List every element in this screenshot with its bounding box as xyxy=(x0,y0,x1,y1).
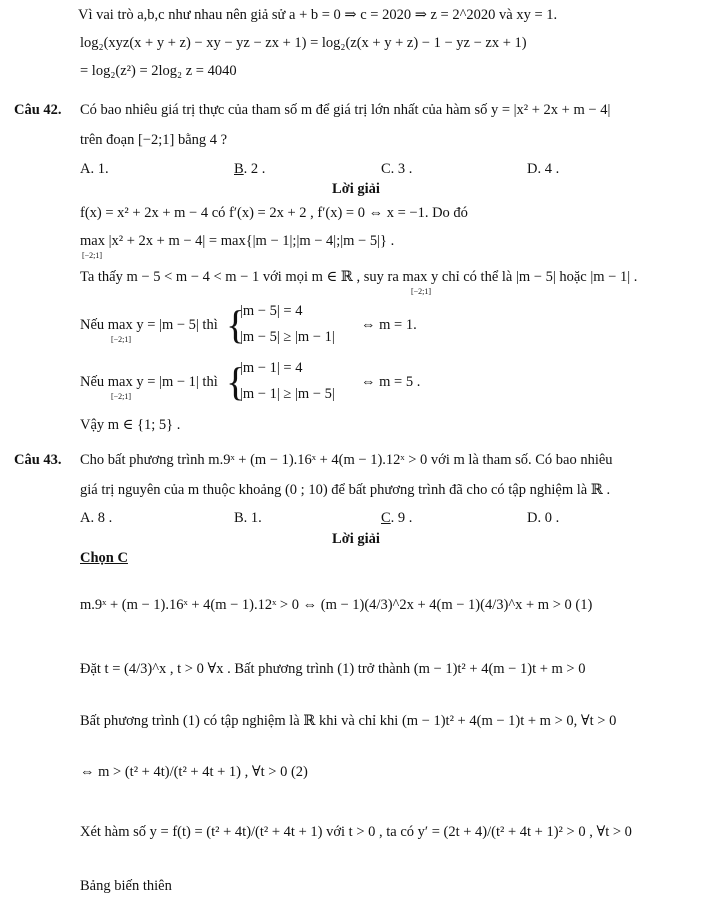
text-line: = log₂(z²) = 2log₂ z = 4040 xyxy=(80,63,237,79)
answer-option-d: D. 0 . xyxy=(527,510,560,526)
brace: { xyxy=(226,302,246,347)
subscript: [−2;1] xyxy=(411,287,432,296)
text-line: Ta thấy m − 5 < m − 4 < m − 1 với mọi m ∈ ℝ , suy ra max y chỉ có thể là |m − 5| hoặc |m − 1| . xyxy=(80,269,638,285)
answer-option-b: B. 1. xyxy=(234,510,262,526)
text-line: Vậy m ∈ {1; 5} . xyxy=(80,417,181,433)
answer-option-b xyxy=(234,160,265,178)
system-line: |m − 1| = 4 xyxy=(240,360,303,376)
answer-text: . 9 . xyxy=(390,510,413,526)
question-label: Câu 43. xyxy=(14,452,62,468)
correct-answer-letter: C xyxy=(381,510,391,526)
question-text: Có bao nhiêu giá trị thực của tham số m để giá trị lớn nhất của hàm số y = |x² + 2x + m − 4| xyxy=(80,102,611,118)
formula-line: m.9ˣ + (m − 1).16ˣ + 4(m − 1).12ˣ > 0 ⇔ (m − 1)(4/3)^2x + 4(m − 1)(4/3)^x + m > 0 (1) xyxy=(80,597,593,613)
correct-answer-letter: B xyxy=(234,161,244,177)
answer-text: . 2 . xyxy=(243,161,266,177)
question-text: trên đoạn [−2;1] bằng 4 ? xyxy=(80,132,228,148)
subscript: [−2;1] xyxy=(82,251,103,260)
section-heading: Bảng biến thiên xyxy=(80,878,172,894)
text-line: max |x² + 2x + m − 4| = max{|m − 1|;|m − 4|;|m − 5|} . xyxy=(80,233,395,249)
system-line: |m − 5| = 4 xyxy=(240,303,303,319)
answer-option-a: A. 8 . xyxy=(80,510,113,526)
answer-option-d: D. 4 . xyxy=(527,161,560,177)
solution-heading: Lời giải xyxy=(332,181,380,197)
brace: { xyxy=(226,359,246,404)
text-line: log₂(xyz(x + y + z) − xy − yz − zx + 1) = log₂(z(x + y + z) − 1 − yz − zx + 1) xyxy=(80,35,527,51)
question-text: giá trị nguyên của m thuộc khoảng (0 ; 10) để bất phương trình đã cho có tập nghiệm là ℝ . xyxy=(80,482,611,498)
text-line: ⇔ m = 5 . xyxy=(361,374,421,390)
text-line: Nếu max y = |m − 5| thì xyxy=(80,317,218,333)
question-text: Cho bất phương trình m.9ˣ + (m − 1).16ˣ + 4(m − 1).12ˣ > 0 với m là tham số. Có bao nhiêu xyxy=(80,452,613,468)
text-line: f(x) = x² + 2x + m − 4 có f′(x) = 2x + 2 , f′(x) = 0 ⇔ x = −1. Do đó xyxy=(80,205,468,221)
formula-line: Bất phương trình (1) có tập nghiệm là ℝ khi và chỉ khi (m − 1)t² + 4(m − 1)t + m > 0, ∀t > 0 xyxy=(80,713,617,729)
formula-line: Xét hàm số y = f(t) = (t² + 4t)/(t² + 4t + 1) với t > 0 , ta có y′ = (2t + 4)/(t² + 4t + 1)² > 0 , ∀t > 0 xyxy=(80,824,632,840)
answer-option-c: C. 3 . xyxy=(381,161,413,177)
chosen-answer: Chọn C xyxy=(80,550,128,566)
solution-heading: Lời giải xyxy=(332,531,380,547)
system-line: |m − 5| ≥ |m − 1| xyxy=(240,329,335,345)
question-label: Câu 42. xyxy=(14,102,62,118)
answer-option-a: A. 1. xyxy=(80,161,109,177)
answer-option-c xyxy=(381,509,412,527)
text-line: Nếu max y = |m − 1| thì xyxy=(80,374,218,390)
subscript: [−2;1] xyxy=(111,392,132,401)
subscript: [−2;1] xyxy=(111,335,132,344)
formula-line: Đặt t = (4/3)^x , t > 0 ∀x . Bất phương trình (1) trở thành (m − 1)t² + 4(m − 1)t + m > 0 xyxy=(80,661,586,677)
text-line: ⇔ m = 1. xyxy=(361,317,417,333)
formula-line: ⇔ m > (t² + 4t)/(t² + 4t + 1) , ∀t > 0 (2) xyxy=(80,764,308,780)
system-line: |m − 1| ≥ |m − 5| xyxy=(240,386,335,402)
text-line: Vì vai trò a,b,c như nhau nên giả sử a + b = 0 ⇒ c = 2020 ⇒ z = 2^2020 và xy = 1. xyxy=(78,7,558,23)
